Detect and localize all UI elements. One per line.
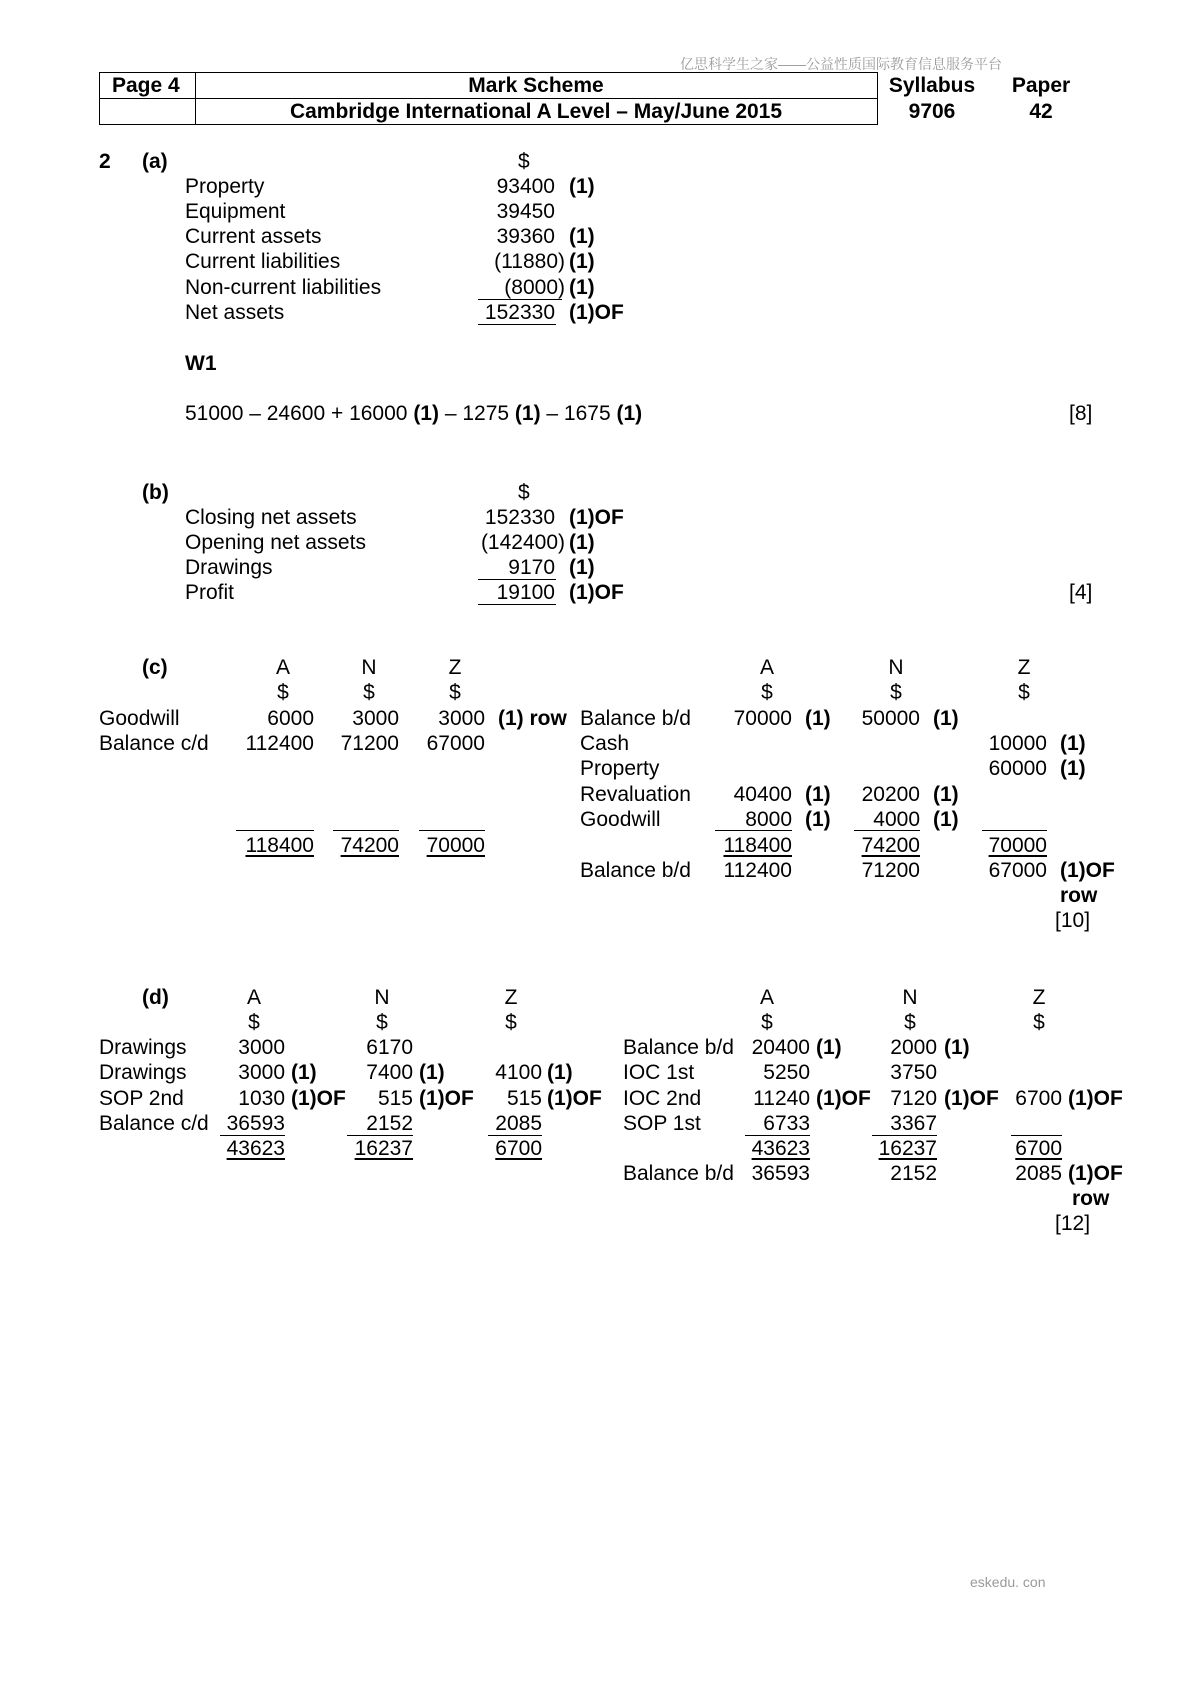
cell-z-mark: (1) [547,1061,573,1084]
cell-z: 515 [506,1087,542,1110]
row-value: 152330 [484,506,555,529]
currency-header: $ [904,1011,916,1034]
row-label: Goodwill [580,808,661,831]
cell-n: 7120 [890,1087,937,1110]
row-label: Profit [185,581,235,604]
working-line: 51000 – 24600 + 16000 (1) – 1275 (1) – 1675 (1) [185,402,643,425]
row-label: Balance c/d [99,1112,209,1135]
row-label: Cash [580,732,630,755]
cell-a: 1030 [238,1087,285,1110]
row-mark: (1) [569,225,595,248]
total-z: 6700 [1015,1137,1062,1160]
cell-n: 71200 [340,732,399,755]
row-mark: row [1072,1187,1110,1210]
total-n: 74200 [861,834,920,857]
header-syllabus-value: 9706 [908,100,956,123]
cell-n: 20200 [861,783,920,806]
row-mark: (1) [569,276,595,299]
cell-a-mark: (1)OF [816,1087,871,1110]
question-number: 2 [99,150,111,173]
cell-a: 112400 [245,732,314,755]
part-d-label: (d) [142,986,169,1009]
currency-header: $ [761,681,773,704]
cell-n: 3000 [352,707,399,730]
row-mark: (1) [569,556,595,579]
total-a: 118400 [723,834,792,857]
column-head-z: Z [1017,656,1031,679]
row-label: Revaluation [580,783,691,806]
cell-z: 2085 [495,1112,542,1135]
currency-header: $ [890,681,902,704]
row-label: Property [185,175,265,198]
cell-n: 2152 [890,1162,937,1185]
underline-rule [478,324,556,325]
header-syllabus-label: Syllabus [888,74,976,97]
underline-rule [478,299,562,300]
cell-a: 3000 [238,1061,285,1084]
part-c-total: [10] [1055,909,1091,932]
cell-a: 6000 [267,707,314,730]
cell-z-mark: (1) [1060,757,1086,780]
total-rule [745,1135,810,1136]
cell-n: 515 [377,1087,413,1110]
currency-header: $ [505,1011,517,1034]
part-c-label: (c) [142,656,168,679]
working-title: W1 [185,352,217,375]
total-a: 43623 [751,1137,810,1160]
row-label: Balance b/d [623,1036,734,1059]
column-head-n: N [361,656,377,679]
row-mark: (1)OF [569,506,624,529]
cell-n-mark: (1) [419,1061,445,1084]
column-head-z: Z [448,656,462,679]
total-n: 16237 [354,1137,413,1160]
total-rule [1011,1135,1062,1136]
column-head-a: A [246,986,261,1009]
row-value: (11880) [494,250,565,273]
row-label: SOP 2nd [99,1087,184,1110]
row-label: Property [580,757,660,780]
row-label: Current liabilities [185,250,341,273]
row-label: Drawings [99,1036,187,1059]
cell-a-mark: (1) [291,1061,317,1084]
cell-n: 2000 [890,1036,937,1059]
cell-a: 36593 [751,1162,810,1185]
row-label: Non-current liabilities [185,276,382,299]
row-label: IOC 2nd [623,1087,702,1110]
total-rule [419,830,485,831]
row-value: 152330 [484,301,555,324]
cell-z: 67000 [426,732,485,755]
row-label: Equipment [185,200,286,223]
row-mark: (1)OF [569,581,624,604]
row-mark: (1) [569,250,595,273]
cell-z: 6700 [1015,1087,1062,1110]
column-head-z: Z [1032,986,1046,1009]
watermark-bottom: eskedu. con [970,1574,1046,1590]
cell-n-mark: (1) [933,707,959,730]
total-z: 6700 [495,1137,542,1160]
column-head-z: Z [504,986,518,1009]
total-rule [347,1135,413,1136]
part-d-total: [12] [1055,1212,1091,1235]
total-rule [333,830,399,831]
column-head-a: A [759,986,774,1009]
cell-n: 3367 [890,1112,937,1135]
cell-a: 6733 [763,1112,810,1135]
header-page: Page 4 [112,74,180,97]
total-rule [236,830,314,831]
cell-a: 20400 [751,1036,810,1059]
currency-header: $ [363,681,375,704]
cell-n-mark: (1) [944,1036,970,1059]
row-value: 39450 [496,200,555,223]
total-rule [715,830,792,831]
cell-n: 50000 [861,707,920,730]
cell-n-mark: (1) [933,808,959,831]
row-mark: (1) [569,531,595,554]
row-mark: (1) [569,175,595,198]
column-head-n: N [374,986,390,1009]
row-value: 19100 [496,581,555,604]
part-a-total: [8] [1069,402,1093,425]
currency-header: $ [1018,681,1030,704]
row-label: Drawings [99,1061,187,1084]
cell-n-mark: (1) [933,783,959,806]
cell-n: 71200 [861,859,920,882]
total-rule [220,1135,285,1136]
currency-header: $ [1033,1011,1045,1034]
underline-rule [478,604,556,605]
total-rule [872,1135,937,1136]
row-label: Drawings [185,556,273,579]
cell-a-mark: (1) [805,707,831,730]
part-a-label: (a) [142,150,168,173]
total-rule [488,1135,542,1136]
currency-header: $ [518,150,530,173]
total-n: 16237 [878,1137,937,1160]
cell-n: 4000 [873,808,920,831]
currency-header: $ [277,681,289,704]
total-a: 118400 [245,834,314,857]
cell-z: 3000 [438,707,485,730]
total-a: 43623 [226,1137,285,1160]
row-label: Balance b/d [580,859,691,882]
total-z: 70000 [988,834,1047,857]
cell-n: 7400 [366,1061,413,1084]
row-value: 9170 [508,556,555,579]
header-title: Mark Scheme [468,74,604,97]
row-mark: (1)OF [569,301,624,324]
cell-a: 36593 [226,1112,285,1135]
cell-a-mark: (1) [805,808,831,831]
cell-n: 6170 [366,1036,413,1059]
cell-z-mark: (1)OF [547,1087,602,1110]
cell-z: 67000 [988,859,1047,882]
currency-header: $ [449,681,461,704]
row-label: Net assets [185,301,285,324]
cell-n-mark: (1)OF [944,1087,999,1110]
row-label: Balance b/d [623,1162,734,1185]
row-label: Current assets [185,225,322,248]
column-head-n: N [902,986,918,1009]
currency-header: $ [376,1011,388,1034]
column-head-n: N [888,656,904,679]
header-subtitle: Cambridge International A Level – May/June 2015 [289,100,783,123]
currency-header: $ [761,1011,773,1034]
row-value: (142400) [480,531,565,554]
row-mark: row [1060,884,1098,907]
cell-n: 2152 [366,1112,413,1135]
underline-rule [478,579,556,580]
cell-z: 10000 [988,732,1047,755]
row-label: SOP 1st [623,1112,701,1135]
row-label: IOC 1st [623,1061,695,1084]
total-rule [854,830,920,831]
column-head-a: A [275,656,290,679]
total-n: 74200 [340,834,399,857]
cell-n: 3750 [890,1061,937,1084]
cell-a: 5250 [763,1061,810,1084]
cell-a: 11240 [753,1087,810,1110]
row-label: Goodwill [99,707,180,730]
cell-z: 60000 [988,757,1047,780]
header-paper-value: 42 [1029,100,1053,123]
cell-a: 40400 [733,783,792,806]
row-mark: (1)OF [1060,859,1115,882]
row-label: Balance b/d [580,707,691,730]
part-b-total: [4] [1069,581,1093,604]
total-rule [982,830,1047,831]
cell-z-mark: (1) [1060,732,1086,755]
cell-n-mark: (1)OF [419,1087,474,1110]
row-value: 39360 [496,225,555,248]
cell-z: 4100 [495,1061,542,1084]
cell-a: 3000 [238,1036,285,1059]
cell-a-mark: (1)OF [291,1087,346,1110]
header-paper-label: Paper [1011,74,1071,97]
watermark-top: 亿思科学生之家——公益性质国际教育信息服务平台 [680,56,1002,72]
total-z: 70000 [426,834,485,857]
currency-header: $ [248,1011,260,1034]
cell-a-mark: (1) [816,1036,842,1059]
row-mark: (1)OF [1068,1162,1123,1185]
cell-a-mark: (1) [805,783,831,806]
cell-a: 8000 [745,808,792,831]
cell-z-mark: (1)OF [1068,1087,1123,1110]
row-label: Opening net assets [185,531,366,554]
row-label: Closing net assets [185,506,357,529]
cell-a: 70000 [733,707,792,730]
row-label: Balance c/d [99,732,209,755]
currency-header: $ [518,481,530,504]
cell-a: 112400 [723,859,792,882]
cell-z: 2085 [1015,1162,1062,1185]
row-value: (8000) [504,276,565,299]
column-head-a: A [759,656,774,679]
row-value: 93400 [496,175,555,198]
part-b-label: (b) [142,481,169,504]
row-mark: (1) row [498,707,567,730]
